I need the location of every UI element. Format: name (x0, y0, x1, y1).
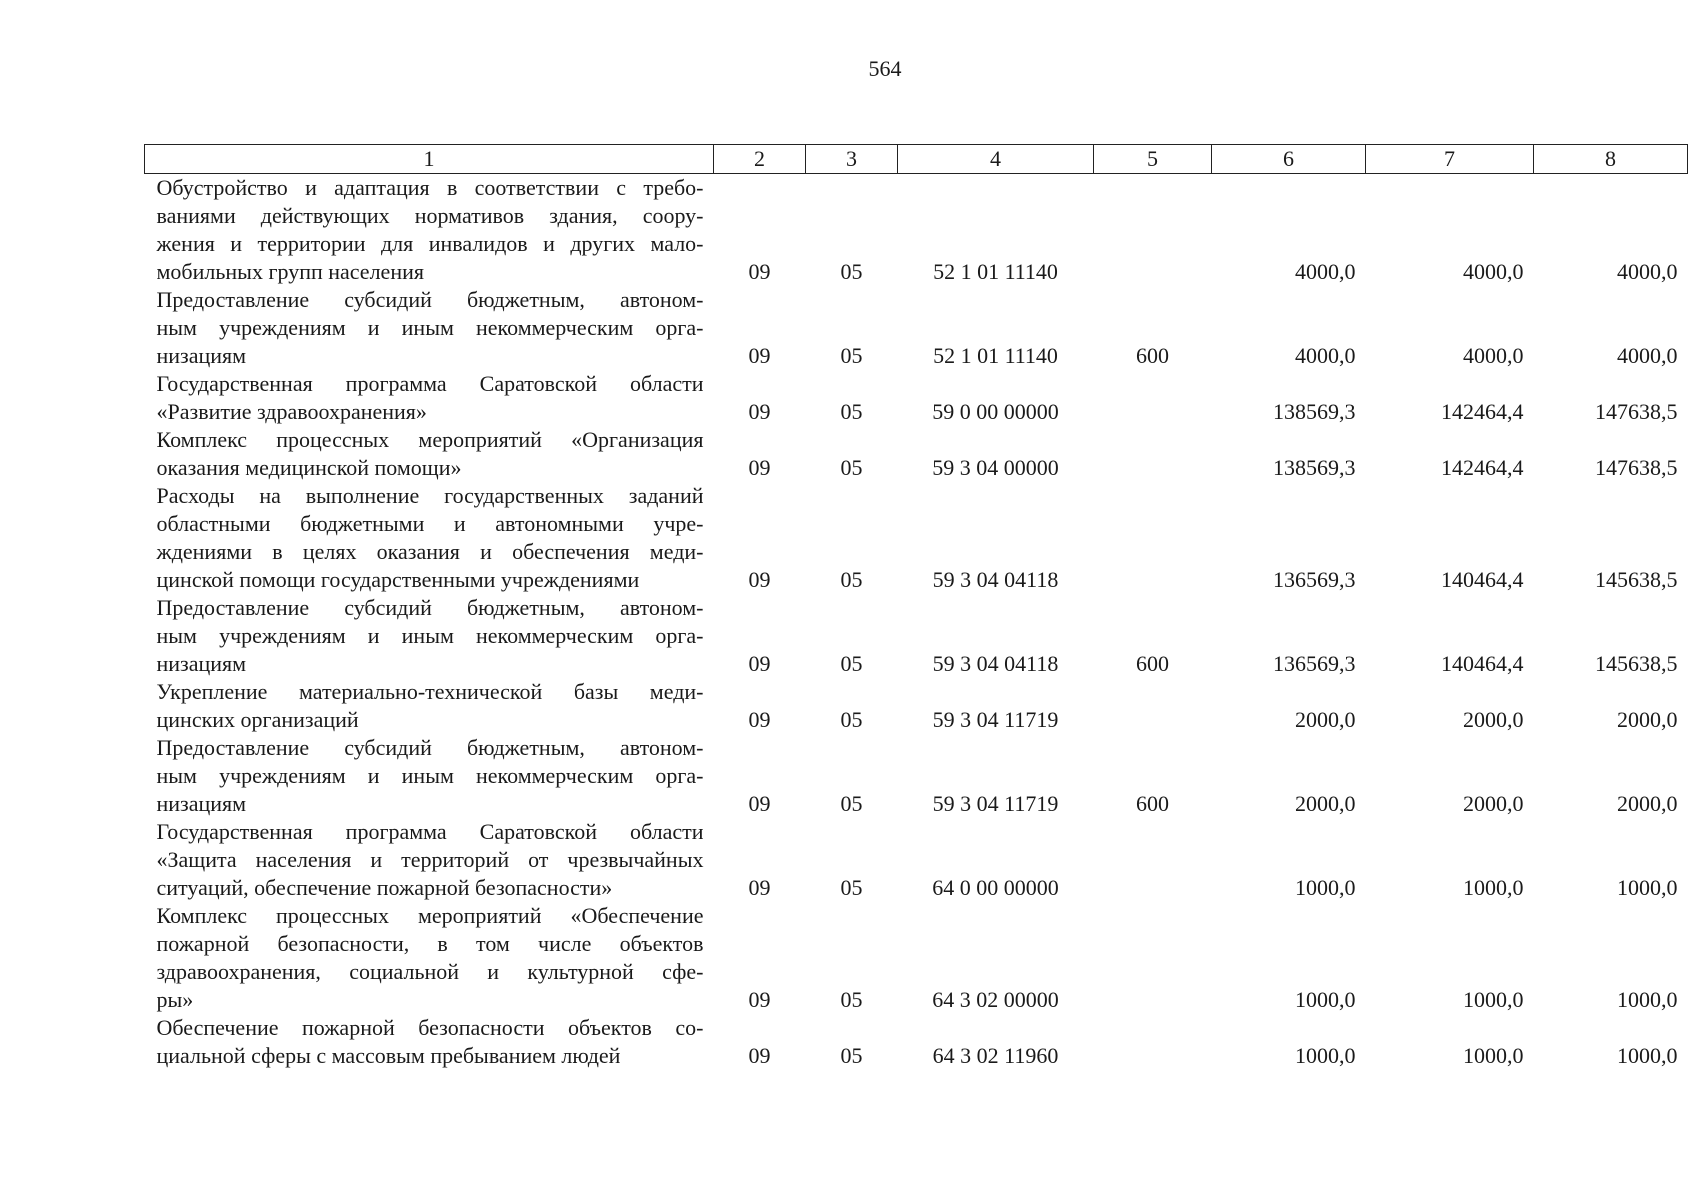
amount-year1-cell: 1000,0 (1295, 875, 1356, 900)
item-name-cell (145, 286, 714, 370)
amount-year1-cell: 4000,0 (1295, 343, 1356, 368)
amount-year1-cell: 136569,3 (1273, 651, 1356, 676)
expense-type-cell (1094, 174, 1212, 287)
item-name-line: Предоставление субсидий бюджетным, автоном- (156, 735, 704, 760)
item-name-line: ры» (156, 987, 194, 1012)
amount-year3-cell: 1000,0 (1617, 875, 1678, 900)
section-code-cell: 09 (748, 455, 771, 480)
column-header: 2 (714, 145, 806, 174)
section-code-cell: 09 (748, 343, 771, 368)
section-code-cell: 09 (748, 791, 771, 816)
expense-type-cell (1094, 370, 1212, 426)
amount-year2-cell: 1000,0 (1463, 875, 1524, 900)
column-header: 3 (806, 145, 898, 174)
table-row (145, 482, 1688, 594)
item-name-line: низациям (156, 791, 247, 816)
section-code-cell: 09 (748, 1043, 771, 1068)
target-article-cell: 64 0 00 00000 (932, 875, 1059, 900)
amount-year3-cell: 145638,5 (1595, 567, 1678, 592)
target-article-cell: 64 3 02 00000 (932, 987, 1059, 1012)
item-name-line: Укрепление материально-технической базы меди- (156, 679, 704, 704)
expense-type-cell: 600 (1136, 343, 1169, 368)
target-article-cell: 59 3 04 04118 (932, 567, 1059, 592)
subsection-code-cell: 05 (840, 1043, 863, 1068)
item-name-cell (145, 594, 714, 678)
item-name-line: жения и территории для инвалидов и других мало- (156, 231, 704, 256)
table-row (145, 902, 1688, 1014)
subsection-code-cell: 05 (840, 875, 863, 900)
subsection-code-cell: 05 (840, 987, 863, 1012)
amount-year3-cell: 1000,0 (1617, 1043, 1678, 1068)
item-name-line: цинской помощи государственными учреждениями (156, 567, 640, 592)
amount-year2-cell: 4000,0 (1463, 259, 1524, 284)
amount-year2-cell: 142464,4 (1441, 455, 1524, 480)
item-name-cell (145, 678, 714, 734)
subsection-code-cell: 05 (840, 455, 863, 480)
expense-type-cell: 600 (1136, 791, 1169, 816)
column-header: 7 (1366, 145, 1534, 174)
item-name-cell (145, 426, 714, 482)
subsection-code-cell: 05 (840, 707, 863, 732)
amount-year2-cell: 140464,4 (1441, 567, 1524, 592)
expense-type-cell (1094, 902, 1212, 1014)
item-name-line: оказания медицинской помощи» (156, 455, 462, 480)
item-name-line: Предоставление субсидий бюджетным, автоном- (156, 287, 704, 312)
table-row (145, 174, 1688, 287)
target-article-cell: 59 3 04 11719 (932, 791, 1059, 816)
item-name-cell (145, 734, 714, 818)
column-header: 6 (1212, 145, 1366, 174)
subsection-code-cell: 05 (840, 567, 863, 592)
item-name-line: Государственная программа Саратовской области (156, 819, 704, 844)
item-name-line: низациям (156, 651, 247, 676)
column-header: 4 (898, 145, 1094, 174)
amount-year1-cell: 4000,0 (1295, 259, 1356, 284)
column-header: 5 (1094, 145, 1212, 174)
page-number: 564 (868, 56, 902, 81)
target-article-cell: 52 1 01 11140 (933, 259, 1058, 284)
section-code-cell: 09 (748, 651, 771, 676)
section-code-cell: 09 (748, 875, 771, 900)
subsection-code-cell: 05 (840, 259, 863, 284)
amount-year3-cell: 2000,0 (1617, 791, 1678, 816)
item-name-cell (145, 482, 714, 594)
table-row (145, 678, 1688, 734)
table-row (145, 1014, 1688, 1070)
item-name-cell (145, 370, 714, 426)
item-name-line: циальной сферы с массовым пребыванием людей (156, 1043, 621, 1068)
item-name-line: Обеспечение пожарной безопасности объектов со- (156, 1015, 704, 1040)
amount-year3-cell: 1000,0 (1617, 987, 1678, 1012)
amount-year1-cell: 136569,3 (1273, 567, 1356, 592)
expense-type-cell: 600 (1136, 651, 1169, 676)
subsection-code-cell: 05 (840, 343, 863, 368)
target-article-cell: 64 3 02 11960 (932, 1043, 1059, 1068)
item-name-line: ждениями в целях оказания и обеспечения меди- (156, 539, 704, 564)
table-row (145, 426, 1688, 482)
subsection-code-cell: 05 (840, 651, 863, 676)
section-code-cell: 09 (748, 259, 771, 284)
amount-year1-cell: 2000,0 (1295, 791, 1356, 816)
item-name-line: Комплекс процессных мероприятий «Обеспечение (156, 903, 704, 928)
item-name-cell (145, 818, 714, 902)
amount-year2-cell: 2000,0 (1463, 791, 1524, 816)
amount-year3-cell: 145638,5 (1595, 651, 1678, 676)
target-article-cell: 59 3 04 11719 (932, 707, 1059, 732)
target-article-cell: 59 3 04 00000 (932, 455, 1059, 480)
item-name-line: Комплекс процессных мероприятий «Организация (156, 427, 704, 452)
target-article-cell: 59 3 04 04118 (932, 651, 1059, 676)
item-name-line: Расходы на выполнение государственных заданий (156, 483, 704, 508)
subsection-code-cell: 05 (840, 791, 863, 816)
amount-year2-cell: 142464,4 (1441, 399, 1524, 424)
header-row (145, 145, 1688, 174)
amount-year1-cell: 138569,3 (1273, 455, 1356, 480)
item-name-line: здравоохранения, социальной и культурной сфе- (156, 959, 704, 984)
table-header (145, 145, 1688, 174)
table-row (145, 734, 1688, 818)
target-article-cell: 59 0 00 00000 (932, 399, 1059, 424)
expense-type-cell (1094, 818, 1212, 902)
item-name-line: Государственная программа Саратовской области (156, 371, 704, 396)
amount-year2-cell: 1000,0 (1463, 1043, 1524, 1068)
item-name-line: Предоставление субсидий бюджетным, автоном- (156, 595, 704, 620)
item-name-cell (145, 902, 714, 1014)
item-name-line: ным учреждениям и иным некоммерческим орга- (156, 315, 704, 340)
expense-type-cell (1094, 678, 1212, 734)
item-name-cell (145, 1014, 714, 1070)
item-name-line: цинских организаций (156, 707, 359, 732)
amount-year1-cell: 1000,0 (1295, 1043, 1356, 1068)
column-header: 8 (1534, 145, 1688, 174)
expense-type-cell (1094, 482, 1212, 594)
expense-type-cell (1094, 1014, 1212, 1070)
item-name-line: ситуаций, обеспечение пожарной безопасности» (156, 875, 613, 900)
amount-year1-cell: 2000,0 (1295, 707, 1356, 732)
amount-year2-cell: 2000,0 (1463, 707, 1524, 732)
item-name-line: областными бюджетными и автономными учре- (156, 511, 704, 536)
item-name-line: ным учреждениям и иным некоммерческим орга- (156, 623, 704, 648)
item-name-line: низациям (156, 343, 247, 368)
amount-year3-cell: 4000,0 (1617, 343, 1678, 368)
table-row (145, 370, 1688, 426)
section-code-cell: 09 (748, 399, 771, 424)
expense-type-cell (1094, 426, 1212, 482)
target-article-cell: 52 1 01 11140 (933, 343, 1058, 368)
item-name-line: мобильных групп населения (156, 259, 424, 284)
amount-year3-cell: 2000,0 (1617, 707, 1678, 732)
section-code-cell: 09 (748, 567, 771, 592)
amount-year2-cell: 1000,0 (1463, 987, 1524, 1012)
amount-year2-cell: 140464,4 (1441, 651, 1524, 676)
table-row (145, 286, 1688, 370)
budget-table (144, 144, 1688, 1070)
table-body (145, 174, 1688, 1071)
item-name-line: пожарной безопасности, в том числе объектов (156, 931, 704, 956)
amount-year1-cell: 138569,3 (1273, 399, 1356, 424)
section-code-cell: 09 (748, 987, 771, 1012)
amount-year3-cell: 4000,0 (1617, 259, 1678, 284)
item-name-cell (145, 174, 714, 287)
table-row (145, 818, 1688, 902)
item-name-line: «Защита населения и территорий от чрезвычайных (156, 847, 704, 872)
subsection-code-cell: 05 (840, 399, 863, 424)
item-name-line: ваниями действующих нормативов здания, соору- (156, 203, 704, 228)
column-header: 1 (145, 145, 714, 174)
item-name-line: ным учреждениям и иным некоммерческим орга- (156, 763, 704, 788)
amount-year2-cell: 4000,0 (1463, 343, 1524, 368)
amount-year1-cell: 1000,0 (1295, 987, 1356, 1012)
table-row (145, 594, 1688, 678)
section-code-cell: 09 (748, 707, 771, 732)
amount-year3-cell: 147638,5 (1595, 399, 1678, 424)
item-name-line: Обустройство и адаптация в соответствии с требо- (156, 175, 704, 200)
amount-year3-cell: 147638,5 (1595, 455, 1678, 480)
item-name-line: «Развитие здравоохранения» (156, 399, 427, 424)
